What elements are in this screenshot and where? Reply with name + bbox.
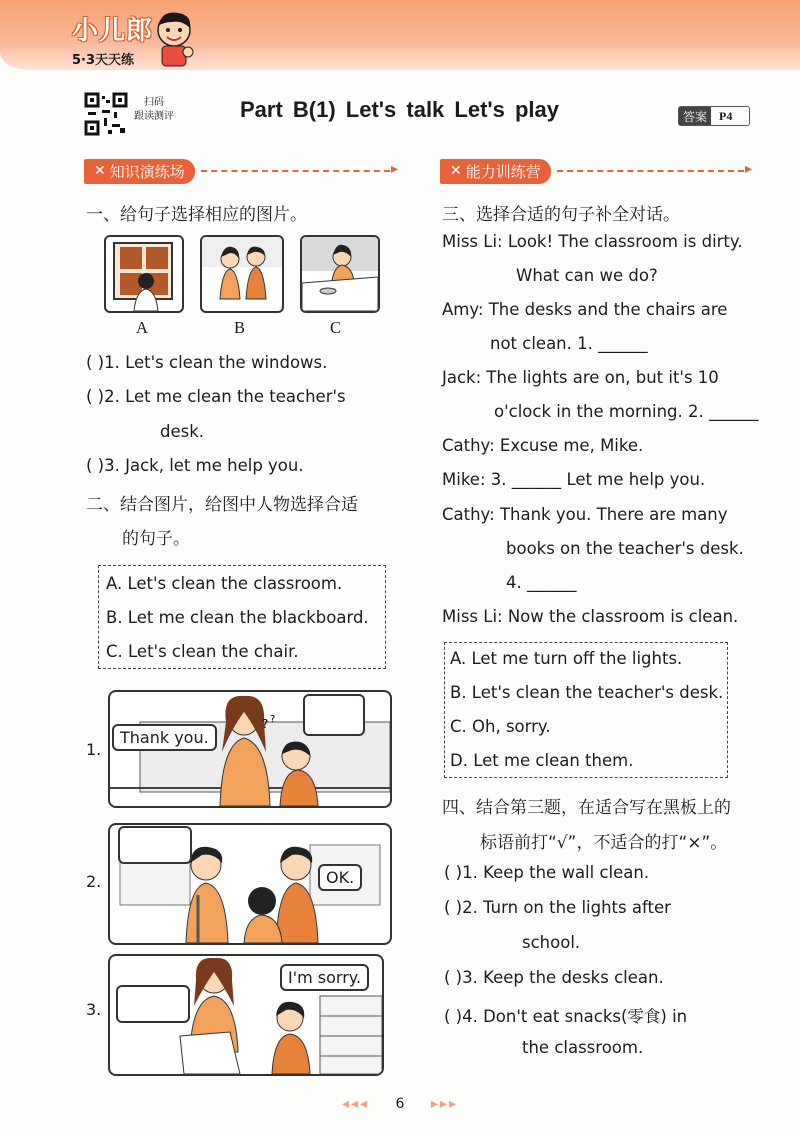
scene-3-bubble: I'm sorry.: [280, 964, 369, 991]
section-header-left: [84, 160, 390, 182]
scene-2-empty-bubble[interactable]: [118, 826, 192, 864]
qr-code-icon[interactable]: [84, 92, 128, 136]
dialogue-line-5: Jack: The lights are on, but it's 10: [442, 368, 719, 387]
q3-option-b: B. Let's clean the teacher's desk.: [450, 683, 724, 702]
q3-title: 三、选择合适的句子补全对话。: [442, 205, 680, 225]
scene-1-bubble: Thank you.: [112, 724, 217, 751]
q2-option-a: A. Let's clean the classroom.: [106, 574, 343, 593]
dialogue-line-7: Cathy: Excuse me, Mike.: [442, 436, 644, 455]
page-title: Part B(1) Let's talk Let's play: [240, 97, 559, 122]
pic-label-b: B: [234, 318, 246, 337]
page-number: 6: [395, 1096, 405, 1112]
picture-c: [300, 235, 380, 313]
dialogue-line-1: Miss Li: Look! The classroom is dirty.: [442, 232, 743, 251]
section-tag: [440, 159, 551, 184]
q1-item-2[interactable]: ( )2. Let me clean the teacher's: [86, 387, 346, 406]
scene-1-empty-bubble[interactable]: [303, 694, 365, 736]
answer-label: 答案: [679, 107, 711, 125]
q2-option-c: C. Let's clean the chair.: [106, 642, 299, 661]
dialogue-line-9: Cathy: Thank you. There are many: [442, 505, 728, 524]
picture-a: [104, 235, 184, 313]
section-divider: [557, 170, 744, 172]
q2-option-b: B. Let me clean the blackboard.: [106, 608, 369, 627]
pic-label-c: C: [330, 318, 342, 337]
page-footer: [0, 1096, 800, 1112]
q1-title: 一、给句子选择相应的图片。: [86, 205, 307, 225]
q1-item-2-cont: desk.: [160, 422, 205, 441]
q1-item-3[interactable]: ( )3. Jack, let me help you.: [86, 456, 304, 475]
answer-reference: [678, 106, 750, 126]
section-title: 能力训练营: [465, 162, 541, 181]
q4-item-4-cont: the classroom.: [522, 1038, 644, 1057]
q2-title-line1: 二、结合图片，给图中人物选择合适: [86, 495, 358, 515]
picture-b: [200, 235, 284, 313]
scene-2-bubble: OK.: [318, 864, 362, 891]
q1-item-1[interactable]: ( )1. Let's clean the windows.: [86, 353, 328, 372]
dialogue-line-8[interactable]: Mike: 3. ______ Let me help you.: [442, 470, 706, 489]
svg-text:?: ?: [270, 714, 276, 725]
q3-option-d: D. Let me clean them.: [450, 751, 634, 770]
q4-item-3[interactable]: ( )3. Keep the desks clean.: [444, 968, 664, 987]
dialogue-line-4[interactable]: not clean. 1. ______: [490, 334, 648, 353]
q4-item-1[interactable]: ( )1. Keep the wall clean.: [444, 863, 650, 882]
scene-3-empty-bubble[interactable]: [116, 985, 190, 1023]
svg-text:?: ?: [262, 717, 269, 731]
mascot-icon: [152, 10, 198, 68]
section-mark-icon: ✕: [94, 163, 106, 179]
q4-title-line2: 标语前打“√”，不适合的打“×”。: [480, 833, 728, 853]
scene-1-number: 1.: [86, 740, 102, 759]
prev-arrows-icon: ◂◂◂: [341, 1096, 370, 1112]
dialogue-line-6[interactable]: o'clock in the morning. 2. ______: [494, 402, 759, 421]
q4-item-2-cont: school.: [522, 933, 581, 952]
q4-title-line1: 四、结合第三题，在适合写在黑板上的: [442, 798, 731, 818]
q3-option-a: A. Let me turn off the lights.: [450, 649, 683, 668]
q3-option-c: C. Oh, sorry.: [450, 717, 551, 736]
scene-2-number: 2.: [86, 872, 102, 891]
brand-name: 小儿郎: [72, 16, 154, 46]
scan-label-line1: 扫码: [144, 97, 164, 108]
q2-title-line2: 的句子。: [122, 529, 190, 549]
scan-label-line2: 跟读测评: [134, 111, 174, 122]
dialogue-line-3: Amy: The desks and the chairs are: [442, 300, 728, 319]
q4-item-2[interactable]: ( )2. Turn on the lights after: [444, 898, 671, 917]
dialogue-line-12: Miss Li: Now the classroom is clean.: [442, 607, 739, 626]
section-divider: [201, 170, 390, 172]
next-arrows-icon: ▸▸▸: [430, 1096, 458, 1112]
brand-logo: [72, 10, 153, 68]
scene-3-number: 3.: [86, 1000, 102, 1019]
dialogue-line-10: books on the teacher's desk.: [506, 539, 744, 558]
pic-label-a: A: [136, 318, 148, 337]
dialogue-line-2: What can we do?: [516, 266, 658, 285]
scan-label: [134, 96, 174, 124]
q4-item-4[interactable]: ( )4. Don't eat snacks(零食) in: [444, 1007, 688, 1026]
dialogue-line-11[interactable]: 4. ______: [506, 573, 577, 592]
section-title: 知识演练场: [109, 162, 185, 181]
section-header-right: [440, 160, 744, 182]
brand-subtitle: 5·3天天练: [72, 53, 135, 68]
section-mark-icon: ✕: [450, 163, 462, 179]
answer-page: P4: [719, 108, 733, 123]
section-tag: [84, 159, 195, 184]
